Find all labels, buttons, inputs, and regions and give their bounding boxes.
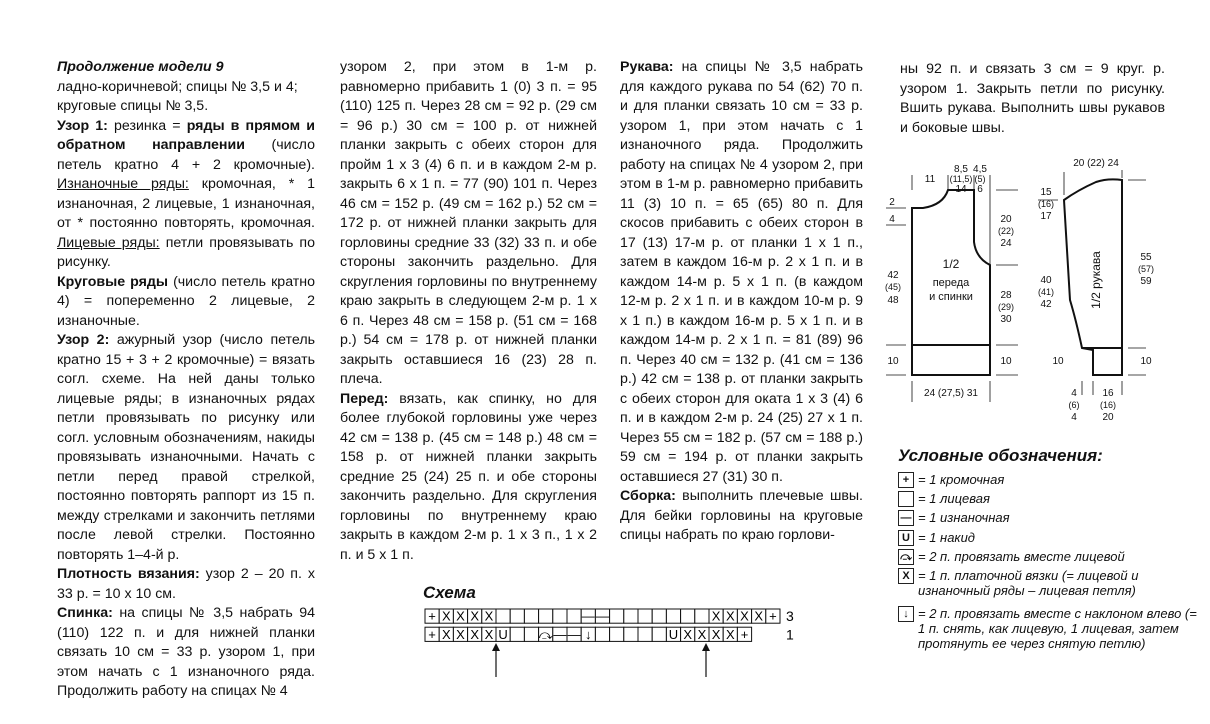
chart-row-1-symbol: +	[428, 626, 436, 642]
chart-row-3-symbol: X	[484, 608, 494, 624]
dim-cap-3: 17	[1040, 211, 1052, 222]
text-column-3	[620, 58, 863, 546]
chart-row-1-cell	[595, 627, 609, 641]
chart-row-1-cell	[652, 627, 666, 641]
chart-row-3-cell	[496, 609, 510, 623]
needles-line: круговые спицы № 3,5.	[57, 98, 209, 114]
dim-neck-depth-2: 4	[889, 214, 895, 225]
continuation-heading: Продолжение модели 9	[57, 59, 224, 75]
chart-row-3-symbol: X	[725, 608, 735, 624]
chart-row-1-symbol: X	[725, 626, 735, 642]
garter-stitch-icon: X	[898, 568, 914, 584]
dim-armhole-2: (22)	[997, 226, 1015, 236]
pattern-2-paragraph: Узор 2: ажурный узор (число петель кратно 15 + 3 + 2 кромочные) = вязать согл. схеме. На ней даны только лицевые ряды; в изнаночных рядах петли провязывать по рисунку или согл. условным обозначениям, накиды провязывать изнаночными. Начать с петли перед правой стрелкой, постоянно повторять раппорт из 15 п. между стрелками и закончить петлями после левой стрелки. Постоянно повторять 1–4-й р.	[57, 332, 315, 563]
dim-neck-width-alt: (11,5)	[949, 174, 973, 184]
round-rows-paragraph: Круговые ряды (число петель кратно 4) = попеременно 2 лицевые, 2 изнаночные.	[57, 273, 315, 329]
chart-row-1-symbol: ⤼	[538, 626, 553, 642]
sleeve-label: 1/2 рукава	[1089, 251, 1103, 309]
dim-sleeve-hem-left: 10	[1052, 356, 1064, 367]
chart-row-3-symbol: +	[428, 608, 436, 624]
k2tog-icon: ⤼	[898, 549, 914, 565]
legend-item: U = 1 накид	[898, 530, 1198, 549]
chart-row-1-symbol: —	[553, 626, 567, 642]
dim-side-2: (29)	[997, 302, 1015, 312]
edge-stitch-icon: +	[898, 472, 914, 488]
legend	[898, 446, 1198, 664]
chart-row-1-cell	[510, 627, 524, 641]
chart-row-3-symbol: +	[769, 608, 777, 624]
chart-row-3-cell	[681, 609, 695, 623]
legend-item: ↓ = 2 п. провязать вместе с наклоном влево (= 1 п. снять, как лицевую, 1 лицевая, затем протянуть ее через снятую петлю)	[898, 606, 1198, 664]
dim-sleeve-total-3: 59	[1140, 276, 1152, 287]
chart-row-1-symbol: U	[668, 626, 679, 642]
chart-grid	[423, 605, 813, 680]
body-label-1: 1/2	[942, 257, 960, 271]
chart-row-1-symbol: X	[711, 626, 721, 642]
dim-cuff-width-3: 20	[1102, 412, 1114, 423]
gauge-paragraph: Плотность вязания: узор 2 – 20 п. х 33 р. = 10 х 10 см.	[57, 566, 315, 602]
dim-shoulder-3: 6	[977, 184, 983, 195]
chart-row-1-symbol: X	[470, 626, 480, 642]
chart-row-1-symbol: ↓	[585, 626, 592, 642]
chart-row-1-symbol: X	[683, 626, 693, 642]
dim-length-3: 48	[887, 295, 899, 306]
knit-stitch-icon	[898, 491, 914, 507]
purl-stitch-icon: —	[898, 510, 914, 526]
body-label-3: и спинки	[929, 291, 973, 303]
chart-row-1-label: 1	[786, 626, 794, 643]
legend-title: Условные обозначения:	[898, 446, 1103, 465]
chart-row-1-cell	[610, 627, 624, 641]
chart-row-1-symbol: —	[567, 626, 581, 642]
dim-sleeve-total-1: 55	[1140, 252, 1152, 263]
arrow-head-icon	[702, 643, 710, 651]
legend-item: = 1 лицевая	[898, 491, 1198, 510]
chart-row-1-symbol: +	[740, 626, 749, 642]
dim-neck-width: 8,5	[954, 164, 968, 175]
dim-cap-1: 15	[1040, 187, 1052, 198]
dim-11: 11	[924, 174, 936, 185]
dim-hem-left: 10	[887, 356, 899, 367]
chart-row-1-symbol: X	[697, 626, 707, 642]
dim-shoulder-alt: (5)	[974, 174, 986, 184]
chart-row-3-symbol: X	[740, 608, 749, 624]
chart-row-1-symbol: X	[456, 626, 465, 642]
chart-row-1-cell	[624, 627, 638, 641]
text-column-4	[900, 60, 1165, 138]
chart-row-3-symbol: X	[711, 608, 721, 624]
chart-row-3-label: 3	[786, 608, 794, 625]
arrow-head-icon	[492, 643, 500, 651]
dim-sleeve-top: 20 (22) 24	[1073, 158, 1119, 169]
dim-sleeve-total-2: (57)	[1137, 264, 1155, 274]
chart-title: Схема	[423, 583, 476, 602]
back-paragraph: Спинка: на спицы № 3,5 набрать 94 (110) 122 п. и для нижней планки связать 10 см = 33 р. узором 1, при этом начать с 1 изнаночного ряда. Продолжить работу на спицах № 4	[57, 605, 315, 699]
dim-cuff-width-2: (16)	[1099, 400, 1117, 410]
front-paragraph: Перед: вязать, как спинку, но для более глубокой горловины уже через 42 см = 138 р. (45 см = 148 р.) 48 см = 158 р. от нижней планки закрыть средние 25 (24) 25 п. и обе стороны закончить раздельно. Для скругления горловины по внутреннему краю закрыть в каждом 2-м р. 1 х 3 п., 1 х 2 п. и 5 х 1 п.	[340, 390, 597, 563]
dim-cuff-1: 4	[1071, 388, 1077, 399]
chart-row-3-symbol: X	[456, 608, 465, 624]
dim-cuff-3: 4	[1071, 412, 1077, 423]
chart-row-3-cell	[510, 609, 524, 623]
dim-armhole-1: 20	[1000, 214, 1012, 225]
sleeves-paragraph: Рукава: на спицы № 3,5 набрать для каждого рукава по 54 (62) 70 п. и для планки связать 10 см = 33 р. узором 1, при этом начать с 1 изнаночного ряда. Продолжить работу на спицах № 4 узором 2, при этом в 1-м р. равномерно прибавить 11 (3) 10 п. = 65 (65) 80 п. Для скосов прибавить с обеих сторон в 17 (13) 17-м р. от планки 1 х 1 п., затем в каждом 16-м р. 2 х 1 п. и в каждом 14-м р. 5 х 1 п. (в каждом 12-м р. 2 х 1 п. и в каждом 10-м р. 9 х 1 п.) в каждом 16-м р. 5 х 1 п. и в каждом 14-м р. 2 х 1 п. = 81 (89) 96 п. Через 40 см = 132 р. (41 см = 136 р.) 42 см = 138 р. от планки закрыть с обеих сторон для оката 1 х 3 (4) 6 п. и в каждом 2-м р. 24 (25) 27 х 1 п. Через 55 см = 182 р. (57 см = 188 р.) 59 см = 194 р. от планки закрыть оставшиеся 27 (31) 30 п.	[620, 59, 863, 485]
chart-row-3-cell	[638, 609, 652, 623]
chart-row-3-symbol: X	[470, 608, 480, 624]
dim-length-2: (45)	[884, 282, 902, 292]
chart-row-3-cell	[695, 609, 709, 623]
dim-body-width: 24 (27,5) 31	[924, 388, 978, 399]
chart-row-3-symbol: —	[581, 608, 595, 624]
chart-row-3-cell	[610, 609, 624, 623]
dim-sleeve-len-2: (41)	[1037, 287, 1055, 297]
chart-row-1-cell	[524, 627, 538, 641]
stitch-chart	[423, 583, 813, 685]
chart-row-3-cell	[524, 609, 538, 623]
chart-row-3-symbol: X	[441, 608, 451, 624]
dim-neck-width-3: 14	[955, 184, 967, 195]
legend-item: + = 1 кромочная	[898, 472, 1198, 491]
pattern-schematic	[878, 150, 1168, 430]
dim-sleeve-len-1: 40	[1040, 275, 1052, 286]
yarn-over-icon: U	[898, 530, 914, 546]
chart-row-3-cell	[539, 609, 553, 623]
dim-side-3: 30	[1000, 314, 1012, 325]
body-label-2: переда	[932, 277, 970, 289]
chart-row-1-cell	[638, 627, 652, 641]
chart-row-1-symbol: X	[484, 626, 494, 642]
chart-row-3-symbol: X	[754, 608, 764, 624]
dim-side-1: 28	[1000, 290, 1012, 301]
dim-cuff-width-1: 16	[1102, 388, 1114, 399]
text-column-1	[57, 58, 315, 702]
dim-length-1: 42	[887, 270, 899, 281]
legend-item: ⤼ = 2 п. провязать вместе лицевой	[898, 549, 1198, 568]
pattern-1-paragraph: Узор 1: резинка = ряды в прямом и обратном направлении (число петель кратно 4 + 2 кромочные). Изнаночные ряды: кромочная, * 1 изнаночная, 2 лицевые, 1 изнаночная, от * постоянно повторять, кромочная. Лицевые ряды: петли провязывать по рисунку.	[57, 117, 315, 270]
dim-hem-right: 10	[1000, 356, 1012, 367]
chart-row-3-cell	[567, 609, 581, 623]
assembly-continued-paragraph: ны 92 п. и связать 3 см = 9 круг. р. узором 1. Закрыть петли по рисунку. Вшить рукава. Выполнить швы рукавов и боковые швы.	[900, 61, 1165, 136]
back-continued-paragraph: узором 2, при этом в 1-м р. равномерно прибавить 1 (0) 3 п. = 95 (110) 125 п. Через 28 см = 92 р. (29 см = 96 р.) 30 см = 100 р. от нижней планки закрыть с обеих сторон для пройм 1 х 3 (4) 6 п. и в каждом 2-м р. закрыть 6 х 1 п. = 77 (90) 101 п. Через 46 см = 152 р. (49 см = 162 р.) 52 см = 172 р. от нижней планки закрыть для горловины средние 33 (32) 33 п. и обе стороны закончить раздельно. Для скругления горловины по внутреннему краю закрыть в следующем 2-м р. 1 х 6 п. Через 48 см = 158 р. (51 см = 168 р.) 54 см = 178 р. от нижней планки закрыть оставшиеся 16 (23) 28 п. плеча.	[340, 59, 597, 387]
chart-row-3-cell	[553, 609, 567, 623]
chart-row-3-symbol: —	[596, 608, 609, 624]
dim-neck-depth-1: 2	[889, 197, 895, 208]
chart-row-3-cell	[652, 609, 666, 623]
dim-cuff-2: (6)	[1068, 400, 1080, 410]
text-column-2	[340, 58, 597, 565]
dim-cap-2: (16)	[1037, 199, 1055, 209]
chart-row-3-cell	[624, 609, 638, 623]
assembly-paragraph: Сборка: выполнить плечевые швы. Для бейки горловины на круговые спицы набрать по краю горлови-	[620, 488, 863, 543]
dim-armhole-3: 24	[1000, 238, 1012, 249]
chart-row-1-symbol: U	[498, 626, 508, 642]
dim-shoulder: 4,5	[973, 164, 987, 175]
dim-sleeve-len-3: 42	[1040, 299, 1052, 310]
ssk-icon: ↓	[898, 606, 914, 622]
chart-row-1-symbol: X	[441, 626, 451, 642]
dim-sleeve-hem-right: 10	[1140, 356, 1152, 367]
legend-item: X = 1 п. платочной вязки (= лицевой и изнаночный ряды – лицевая петля)	[898, 568, 1198, 606]
legend-item: — = 1 изнаночная	[898, 510, 1198, 529]
yarn-line: ладно-коричневой; спицы № 3,5 и 4;	[57, 78, 298, 95]
chart-row-3-cell	[666, 609, 680, 623]
